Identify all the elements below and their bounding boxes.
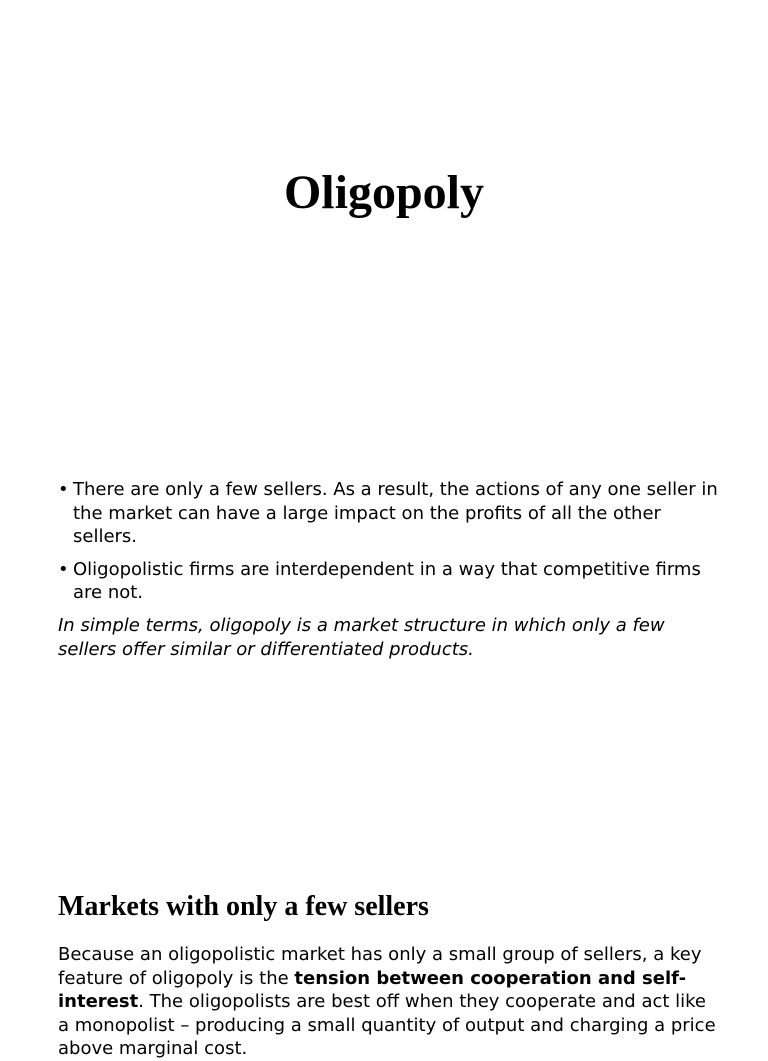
section-paragraph bbox=[58, 943, 718, 1061]
paragraph-emphasis: tension between cooperation and self-interest bbox=[58, 967, 687, 1012]
definition-note: In simple terms, oligopoly is a market structure in which only a few sellers offer similar or differentiated products. bbox=[58, 615, 665, 660]
bullet-item bbox=[58, 558, 718, 605]
bullet-marker: • bbox=[58, 479, 69, 500]
section-heading: Markets with only a few sellers bbox=[58, 891, 429, 922]
bullet-text: There are only a few sellers. As a result, the actions of any one seller in the market can have a large impact on the profits of all the other sellers. bbox=[73, 479, 718, 547]
bullet-marker: • bbox=[58, 558, 69, 580]
paragraph-text: . The oligopolists are best off when they cooperate and act like a monopolist – producing a small quantity of output and charging a price above marginal cost. bbox=[58, 991, 716, 1059]
paragraph-text: Because an oligopolistic market has only a small group of sellers, a key feature of oligopoly is the bbox=[58, 944, 702, 989]
bullet-text: Oligopolistic firms are interdependent in a way that competitive firms are not. bbox=[73, 558, 701, 603]
bullet-item bbox=[58, 478, 718, 549]
slide-title: Oligopoly bbox=[283, 166, 485, 219]
bullet-list bbox=[58, 478, 718, 614]
